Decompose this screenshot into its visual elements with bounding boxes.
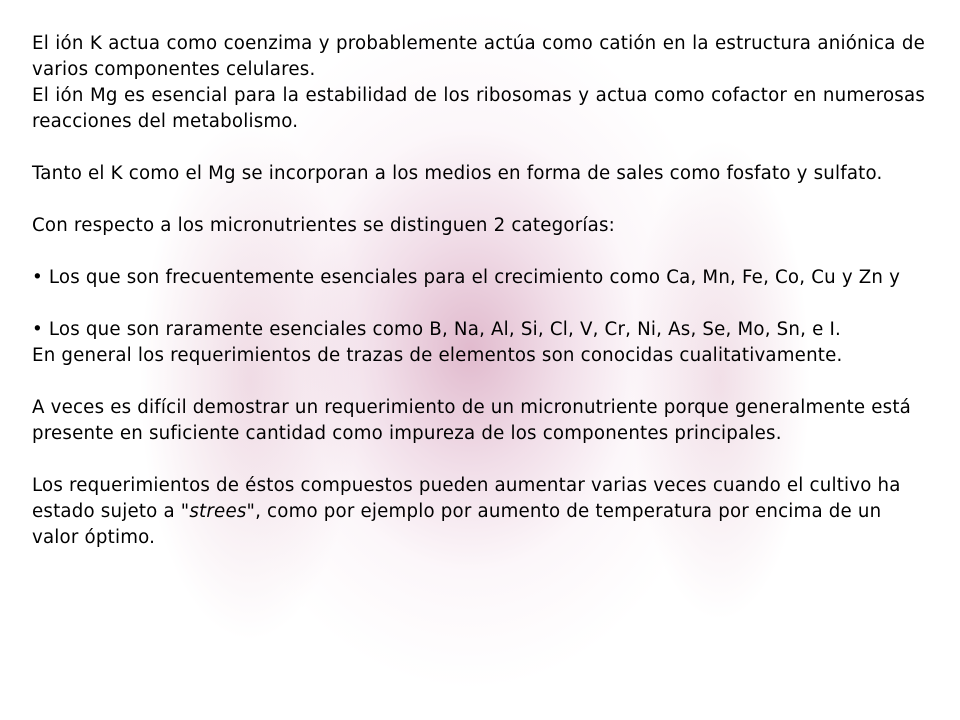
slide-text-body <box>32 31 925 551</box>
paragraph-trace-requirements: En general los requerimientos de trazas de elementos son conocidas cualitativamente. <box>32 345 843 366</box>
paragraph-potassium: El ión K actua como coenzima y probablemente actúa como catión en la estructura aniónica de varios componentes celulares. <box>32 33 925 80</box>
paragraph-stress-start: Los requerimientos de éstos compuestos pueden aumentar varias veces cuando el cultivo ha estado sujeto a " <box>32 475 901 522</box>
paragraph-spacer <box>32 291 925 317</box>
paragraph-salts: Tanto el K como el Mg se incorporan a los medios en forma de sales como fosfato y sulfato. <box>32 163 883 184</box>
bullet-rarely-essential-elements: • Los que son raramente esenciales como B, Na, Al, Si, Cl, V, Cr, Ni, As, Se, Mo, Sn, e I. <box>32 319 842 340</box>
paragraph-stress <box>32 473 925 551</box>
paragraph-spacer <box>32 447 925 473</box>
paragraph-spacer <box>32 187 925 213</box>
bullet-essential-elements: • Los que son frecuentemente esenciales para el crecimiento como Ca, Mn, Fe, Co, Cu y Zn y <box>32 267 901 288</box>
paragraph-magnesium: El ión Mg es esencial para la estabilidad de los ribosomas y actua como cofactor en numerosas reacciones del metabolismo. <box>32 85 925 132</box>
paragraph-spacer <box>32 135 925 161</box>
paragraph-stress-end: ", como por ejemplo por aumento de temperatura por encima de un valor óptimo. <box>32 501 882 548</box>
stress-emphasis: strees <box>189 501 247 522</box>
paragraph-impurity: A veces es difícil demostrar un requerimiento de un micronutriente porque generalmente está presente en suficiente cantidad como impureza de los componentes principales. <box>32 397 912 444</box>
paragraph-micronutrients-intro: Con respecto a los micronutrientes se distinguen 2 categorías: <box>32 215 615 236</box>
paragraph-spacer <box>32 239 925 265</box>
paragraph-spacer <box>32 369 925 395</box>
